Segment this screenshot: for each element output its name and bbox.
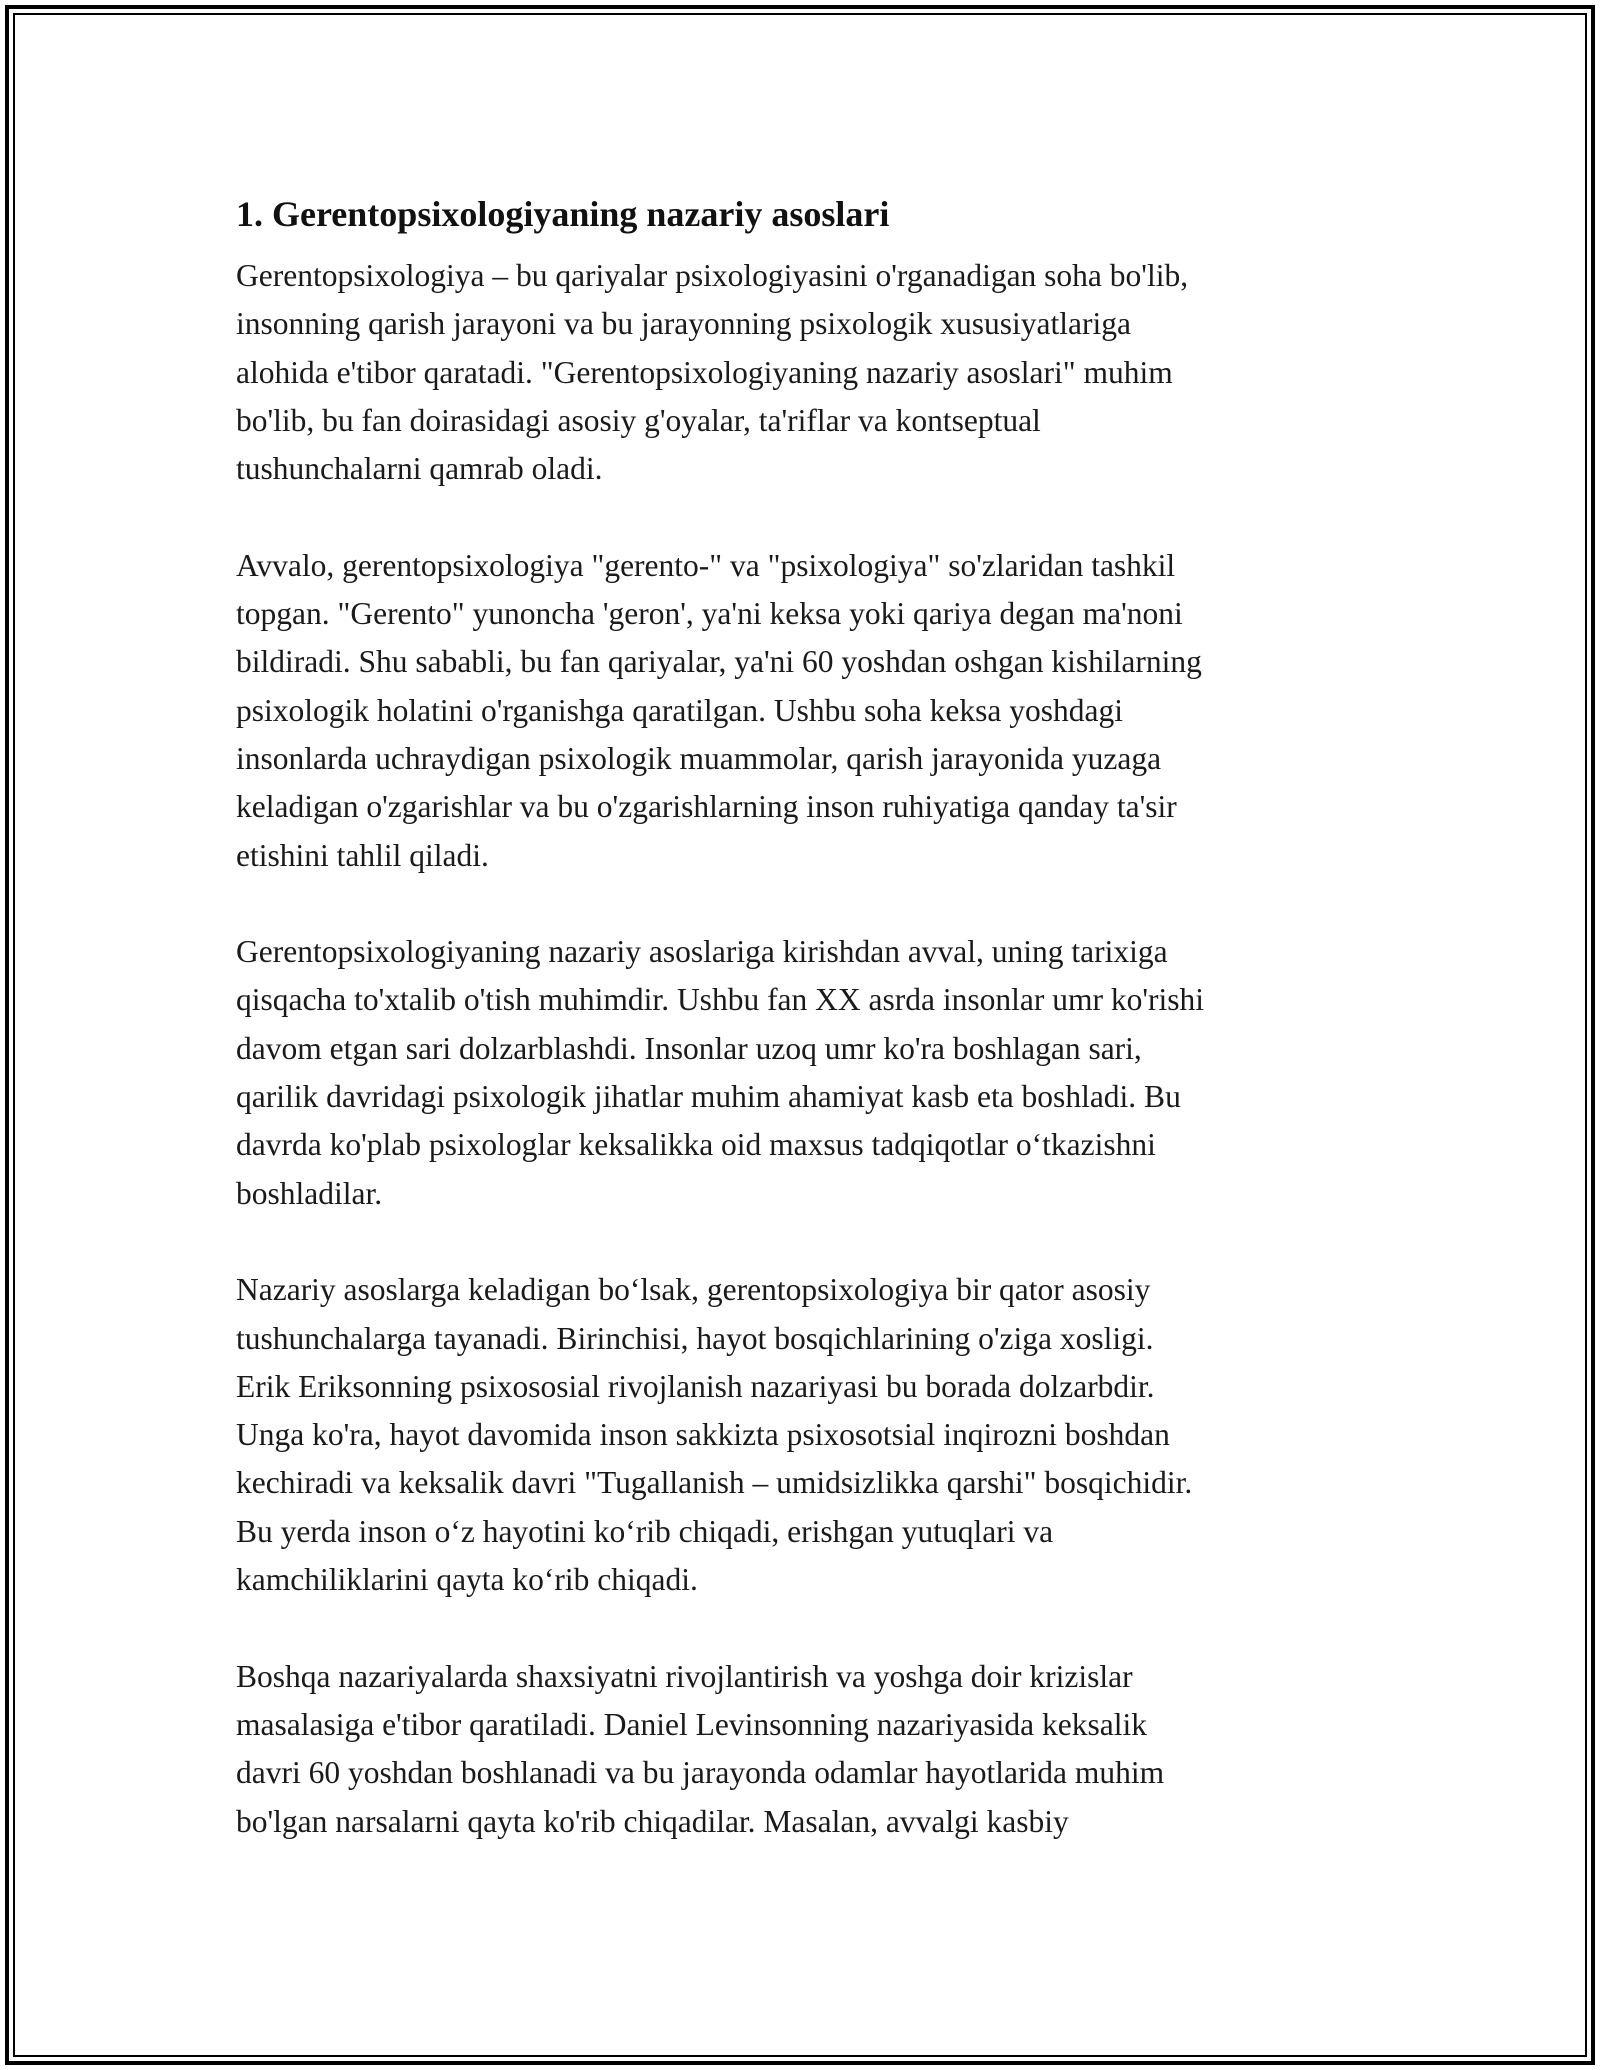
- text-line: bo'lgan narsalarni qayta ko'rib chiqadilar. Masalan, avvalgi kasbiy: [236, 1803, 1069, 1839]
- paragraph-list: [236, 252, 1376, 1846]
- paragraph: [236, 928, 1376, 1218]
- document-body: [236, 186, 1376, 1846]
- text-line: keladigan o'zgarishlar va bu o'zgarishlarning inson ruhiyatiga qanday ta'sir: [236, 789, 1177, 825]
- text-line: insonning qarish jarayoni va bu jarayonning psixologik xususiyatlariga: [236, 306, 1131, 342]
- text-line: tushunchalarni qamrab oladi.: [236, 451, 603, 487]
- text-line: Gerentopsixologiyaning nazariy asoslariga kirishdan avval, uning tarixiga: [236, 934, 1168, 970]
- paragraph: [236, 1266, 1376, 1604]
- text-line: Gerentopsixologiya – bu qariyalar psixologiyasini o'rganadigan soha bo'lib,: [236, 258, 1189, 293]
- text-line: Nazariy asoslarga keladigan bo‘lsak, gerentopsixologiya bir qator asosiy: [236, 1272, 1151, 1308]
- text-line: alohida e'tibor qaratadi. "Gerentopsixologiyaning nazariy asoslari" muhim: [236, 354, 1173, 390]
- text-line: insonlarda uchraydigan psixologik muammolar, qarish jarayonida yuzaga: [236, 740, 1162, 776]
- text-line: qisqacha to'xtalib o'tish muhimdir. Ushbu fan XX asrda insonlar umr ko'rishi: [236, 982, 1205, 1018]
- text-line: davrda ko'plab psixologlar keksalikka oid maxsus tadqiqotlar o‘tkazishni: [236, 1127, 1156, 1163]
- text-line: etishini tahlil qiladi.: [236, 837, 489, 873]
- text-line: bildiradi. Shu sababli, bu fan qariyalar, ya'ni 60 yoshdan oshgan kishilarning: [236, 644, 1202, 680]
- paragraph: [236, 252, 1376, 493]
- text-line: psixologik holatini o'rganishga qaratilgan. Ushbu soha keksa yoshdagi: [236, 692, 1123, 728]
- text-line: kamchiliklarini qayta ko‘rib chiqadi.: [236, 1562, 698, 1598]
- text-line: kechiradi va keksalik davri "Tugallanish – umidsizlikka qarshi" bosqichidir.: [236, 1465, 1193, 1501]
- text-line: davri 60 yoshdan boshlanadi va bu jarayonda odamlar hayotlarida muhim: [236, 1755, 1165, 1791]
- paragraph: [236, 1653, 1376, 1846]
- text-line: tushunchalarga tayanadi. Birinchisi, hayot bosqichlarining o'ziga xosligi.: [236, 1320, 1154, 1356]
- text-line: bo'lib, bu fan doirasidagi asosiy g'oyalar, ta'riflar va kontseptual: [236, 402, 1041, 438]
- text-line: qarilik davridagi psixologik jihatlar muhim ahamiyat kasb eta boshladi. Bu: [236, 1079, 1181, 1115]
- text-line: masalasiga e'tibor qaratiladi. Daniel Levinsonning nazariyasida keksalik: [236, 1706, 1147, 1742]
- paragraph: [236, 542, 1376, 880]
- text-line: Erik Eriksonning psixososial rivojlanish nazariyasi bu borada dolzarbdir.: [236, 1368, 1155, 1404]
- text-line: davom etgan sari dolzarblashdi. Insonlar uzoq umr ko'ra boshlagan sari,: [236, 1030, 1142, 1066]
- text-line: topgan. "Gerento" yunoncha 'geron', ya'ni keksa yoki qariya degan ma'noni: [236, 596, 1183, 632]
- text-line: Bu yerda inson o‘z hayotini ko‘rib chiqadi, erishgan yutuqlari va: [236, 1513, 1054, 1549]
- text-line: Avvalo, gerentopsixologiya "gerento-" va "psixologiya" so'zlaridan tashkil: [236, 547, 1176, 583]
- section-heading: 1. Gerentopsixologiyaning nazariy asoslari: [236, 194, 890, 234]
- text-line: boshladilar.: [236, 1175, 383, 1211]
- text-line: Unga ko'ra, hayot davomida inson sakkizta psixosotsial inqirozni boshdan: [236, 1417, 1170, 1453]
- text-line: Boshqa nazariyalarda shaxsiyatni rivojlantirish va yoshga doir krizislar: [236, 1658, 1133, 1694]
